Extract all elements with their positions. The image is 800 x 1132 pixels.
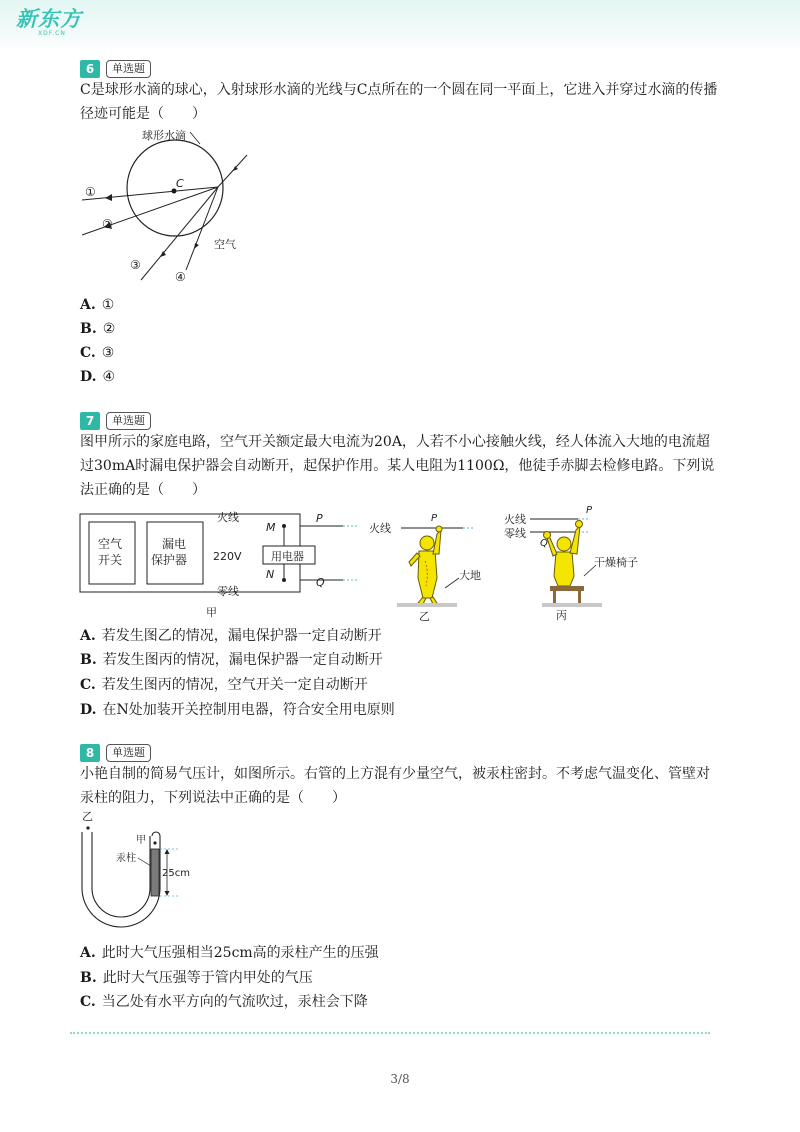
question-8-stem: 小艳自制的简易气压计，如图所示。右管的上方混有少量空气，被汞柱密封。不考虑气温变化、管壁对汞柱的阻力，下列说法中正确的是（ ） <box>80 766 710 806</box>
option-text: 此时大气压强等于管内甲处的气压 <box>102 970 313 986</box>
ray-label-4: ④ <box>175 270 186 284</box>
option-text: ④ <box>102 369 116 385</box>
live-wire-label: 火线 <box>504 513 526 526</box>
center-label: C <box>176 177 184 190</box>
option-a[interactable] <box>80 626 382 646</box>
option-b[interactable] <box>80 650 383 670</box>
option-c[interactable] <box>80 675 368 695</box>
person-figure-bing <box>500 502 675 624</box>
p-label: P <box>431 513 438 524</box>
mercury-column <box>151 849 159 896</box>
option-letter: C. <box>80 994 96 1010</box>
option-text: 若发生图乙的情况，漏电保护器一定自动断开 <box>101 628 382 644</box>
yi-label: 乙 <box>82 810 93 823</box>
option-text: ② <box>102 321 116 337</box>
person-yellow <box>409 530 441 604</box>
box2-line1: 漏电 <box>162 537 187 551</box>
option-text: ① <box>101 297 115 313</box>
live-wire-label: 火线 <box>217 511 239 524</box>
neutral-wire-label: 零线 <box>217 585 239 598</box>
option-text: 若发生图丙的情况，漏电保护器一定自动断开 <box>102 652 383 668</box>
option-d[interactable] <box>80 700 395 720</box>
air-label: 空气 <box>214 238 236 251</box>
dry-stool <box>550 586 584 603</box>
question-8-header <box>80 744 151 762</box>
drop-label: 球形水滴 <box>142 129 186 142</box>
option-letter: B. <box>80 652 97 668</box>
person-figure-yi <box>365 506 485 624</box>
incident-ray <box>218 155 247 187</box>
option-letter: C. <box>80 677 96 693</box>
question-type-badge: 单选题 <box>106 60 151 78</box>
ground-label: 大地 <box>459 569 481 582</box>
section-divider <box>70 1032 710 1034</box>
live-wire-label: 火线 <box>369 522 391 535</box>
question-type-badge: 单选题 <box>106 744 151 762</box>
appliance-label: 用电器 <box>271 550 304 563</box>
p-label: P <box>586 505 593 516</box>
option-letter: D. <box>80 702 97 718</box>
question-number: 7 <box>80 412 100 430</box>
box1-line2: 开关 <box>98 553 123 567</box>
barometer-figure <box>78 808 208 938</box>
option-letter: B. <box>80 970 97 986</box>
option-letter: A. <box>80 945 96 961</box>
question-type-badge: 单选题 <box>106 412 151 430</box>
ray-label-1: ① <box>85 185 96 199</box>
caption-bing: 丙 <box>556 609 567 622</box>
logo-text: 新东方 <box>16 7 82 31</box>
option-letter: D. <box>80 369 97 385</box>
ray-4 <box>186 187 218 270</box>
p-label: P <box>316 512 323 525</box>
voltage-label: 220V <box>213 550 242 563</box>
option-text: ③ <box>101 345 115 361</box>
n-label: N <box>266 568 275 581</box>
header-band <box>0 0 800 50</box>
question-7-stem: 图甲所示的家庭电路，空气开关额定最大电流为20A，人若不小心接触火线，经人体流入大地的电流超过30mA时漏电保护器会自动断开，起保护作用。某人电阻为1100Ω，他徒手赤脚去检修电路。下列说法正确的是（ ） <box>80 434 715 498</box>
option-c[interactable] <box>80 992 368 1012</box>
option-text: 当乙处有水平方向的气流吹过，汞柱会下降 <box>101 994 368 1010</box>
person-yellow <box>546 526 580 586</box>
q-label: Q <box>540 538 548 549</box>
ray-label-3: ③ <box>130 258 141 272</box>
option-a[interactable] <box>80 943 379 963</box>
caption-yi: 乙 <box>419 610 430 623</box>
page-number: 3/8 <box>390 1072 410 1086</box>
option-c[interactable] <box>80 343 114 363</box>
option-d[interactable] <box>80 367 115 387</box>
option-a[interactable] <box>80 295 114 315</box>
box1-line1: 空气 <box>98 537 123 551</box>
question-6-header <box>80 60 151 78</box>
neutral-wire-label: 零线 <box>504 527 526 540</box>
m-label: M <box>266 521 276 534</box>
option-letter: B. <box>80 321 97 337</box>
option-letter: C. <box>80 345 96 361</box>
stool-label: 干燥椅子 <box>594 556 638 569</box>
q-label: Q <box>316 576 325 589</box>
question-number: 8 <box>80 744 100 762</box>
mercury-label: 汞柱 <box>116 853 136 864</box>
ray-1 <box>82 187 218 200</box>
xdf-logo <box>16 8 82 37</box>
circuit-figure-jia <box>75 502 360 620</box>
option-b[interactable] <box>80 319 115 339</box>
option-text: 在N处加装开关控制用电器，符合安全用电原则 <box>102 702 395 718</box>
question-6-stem: C是球形水滴的球心，入射球形水滴的光线与C点所在的一个圆在同一平面上，它进入并穿过水滴的传播径迹可能是（ ） <box>80 82 718 122</box>
jia-label: 甲 <box>136 835 146 846</box>
question-number: 6 <box>80 60 100 78</box>
u-tube-outer <box>82 832 160 927</box>
option-b[interactable] <box>80 968 313 988</box>
question-7-header <box>80 412 151 430</box>
ray-label-2: ② <box>102 217 113 231</box>
option-text: 此时大气压强相当25cm高的汞柱产生的压强 <box>101 945 379 961</box>
ground-block <box>542 603 602 607</box>
ground-block <box>397 603 457 607</box>
raindrop-figure <box>80 128 260 288</box>
logo-subtext: XDF.CN <box>38 30 66 37</box>
caption-jia: 甲 <box>206 606 217 619</box>
option-text: 若发生图丙的情况，空气开关一定自动断开 <box>101 677 368 693</box>
length-label: 25cm <box>162 868 190 879</box>
option-letter: A. <box>80 297 96 313</box>
option-letter: A. <box>80 628 96 644</box>
box2-line2: 保护器 <box>151 553 188 567</box>
